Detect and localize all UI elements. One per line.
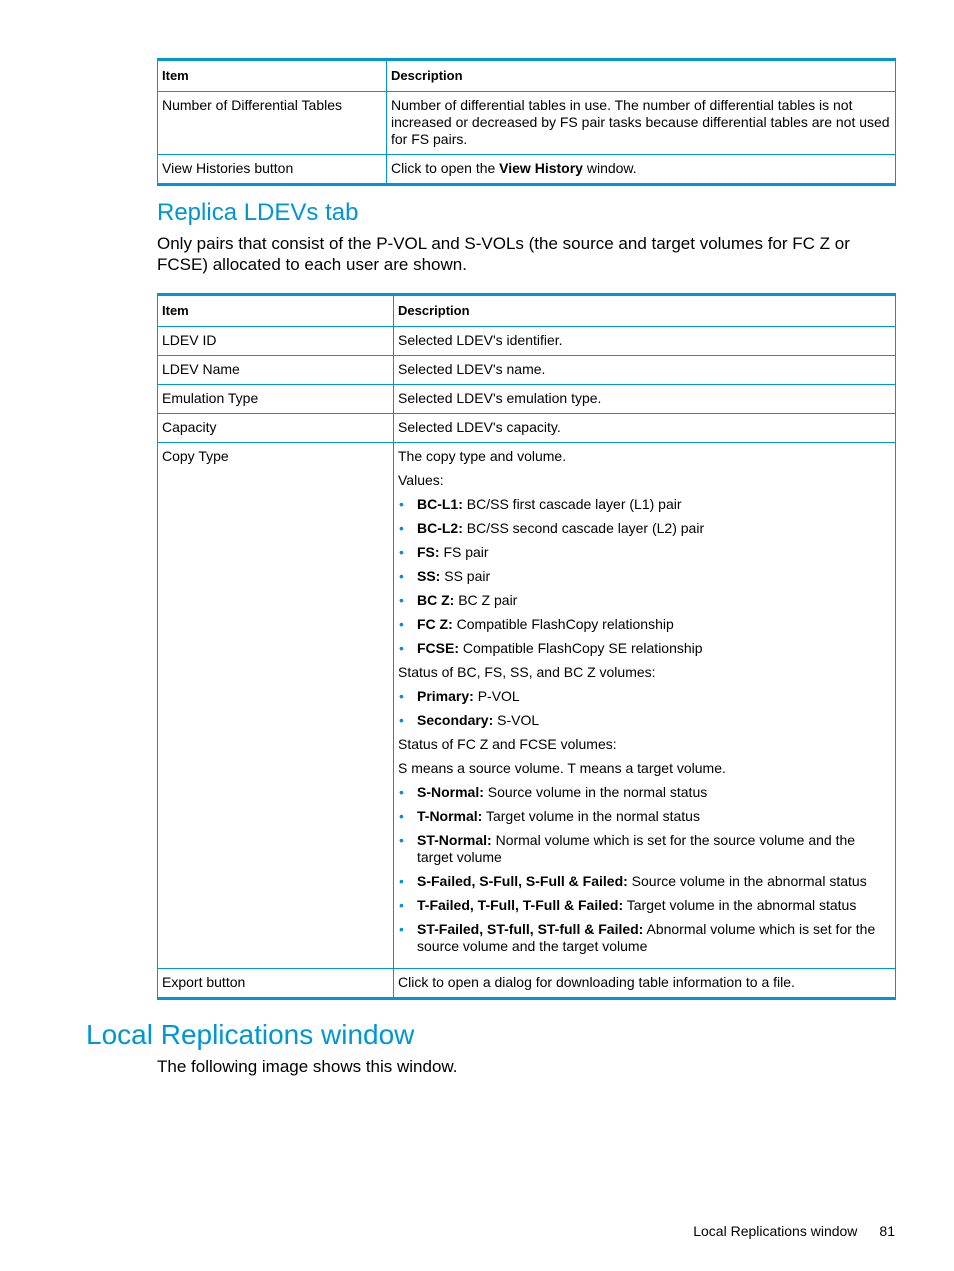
values-list: [398, 496, 891, 657]
list-item: [398, 873, 891, 890]
page-footer: [693, 1222, 895, 1240]
section-heading-replica-ldevs: Replica LDEVs tab: [157, 199, 359, 226]
description-cell: [387, 155, 896, 185]
table-row: [158, 356, 896, 385]
term-text: Compatible FlashCopy relationship: [452, 616, 674, 632]
term-text: Abnormal volume which is set for the source volume and the target volume: [417, 921, 876, 954]
copy-type-intro: The copy type and volume.: [398, 448, 567, 464]
term: ST-Failed, ST-full, ST-full & Failed:: [417, 921, 644, 937]
term: BC-L2:: [417, 520, 463, 536]
section-heading-local-replications: Local Replications window: [86, 1019, 415, 1050]
term-text: BC/SS first cascade layer (L1) pair: [462, 496, 682, 512]
item-cell: View Histories button: [158, 155, 387, 185]
status-fc-list: [398, 784, 891, 955]
table-row: [158, 969, 896, 999]
term-text: Compatible FlashCopy SE relationship: [459, 640, 703, 656]
table-row: [158, 385, 896, 414]
status-fc-label: Status of FC Z and FCSE volumes:: [398, 736, 617, 752]
column-header-description: Description: [387, 60, 896, 92]
term: BC Z:: [417, 592, 455, 608]
term-text: Source volume in the normal status: [483, 784, 708, 800]
status-bc-label: Status of BC, FS, SS, and BC Z volumes:: [398, 664, 656, 680]
window-name: View History: [499, 160, 583, 176]
status-bc-list: [398, 688, 891, 729]
list-item: [398, 640, 891, 657]
description-cell: Selected LDEV's identifier.: [394, 327, 896, 356]
description-text: window.: [582, 160, 637, 176]
term-text: P-VOL: [473, 688, 520, 704]
term: FC Z:: [417, 616, 453, 632]
term: BC-L1:: [417, 496, 463, 512]
table-row: [158, 92, 896, 155]
item-cell: Number of Differential Tables: [158, 92, 387, 155]
term-text: FS pair: [439, 544, 489, 560]
term-text: S-VOL: [493, 712, 540, 728]
list-item: [398, 808, 891, 825]
replica-ldevs-table: [157, 293, 896, 1000]
footer-label: Local Replications window: [693, 1223, 858, 1239]
item-cell: Capacity: [158, 414, 394, 443]
item-cell: Export button: [158, 969, 394, 999]
item-cell: Emulation Type: [158, 385, 394, 414]
column-header-description: Description: [394, 295, 896, 327]
item-cell: LDEV Name: [158, 356, 394, 385]
list-item: [398, 784, 891, 801]
term-text: BC/SS second cascade layer (L2) pair: [462, 520, 705, 536]
list-item: [398, 544, 891, 561]
term-text: Source volume in the abnormal status: [627, 873, 867, 889]
description-cell: Click to open a dialog for downloading table information to a file.: [394, 969, 896, 999]
list-item: [398, 897, 891, 914]
list-item: [398, 921, 891, 955]
term-text: BC Z pair: [454, 592, 518, 608]
list-item: [398, 616, 891, 633]
section-intro: Only pairs that consist of the P-VOL and S-VOLs (the source and target volumes for FC Z or FCSE) allocated to each user are shown.: [157, 234, 850, 274]
list-item: [398, 832, 891, 866]
term-text: Normal volume which is set for the source volume and the target volume: [417, 832, 856, 865]
table-header-row: [158, 295, 896, 327]
term: Primary:: [417, 688, 474, 704]
values-label: Values:: [398, 472, 444, 488]
term: S-Normal:: [417, 784, 484, 800]
table-row: [158, 414, 896, 443]
description-text: Click to open the: [391, 160, 500, 176]
list-item: [398, 520, 891, 537]
term: Secondary:: [417, 712, 494, 728]
histories-table: [157, 58, 896, 186]
list-item: [398, 712, 891, 729]
description-cell: Number of differential tables in use. The number of differential tables is not increased or decreased by FS pair tasks because differential tables are not used for FS pairs.: [387, 92, 896, 155]
list-item: [398, 688, 891, 705]
description-cell: Selected LDEV's emulation type.: [394, 385, 896, 414]
term: FS:: [417, 544, 440, 560]
section-body: The following image shows this window.: [157, 1057, 458, 1076]
page-number: 81: [879, 1223, 895, 1239]
term-text: SS pair: [440, 568, 491, 584]
item-cell: Copy Type: [158, 443, 394, 969]
list-item: [398, 496, 891, 513]
description-cell: Selected LDEV's capacity.: [394, 414, 896, 443]
item-cell: LDEV ID: [158, 327, 394, 356]
description-cell: Selected LDEV's name.: [394, 356, 896, 385]
table-row: [158, 443, 896, 969]
table-row: [158, 327, 896, 356]
table-row: [158, 155, 896, 185]
status-fc-note: S means a source volume. T means a target volume.: [398, 760, 726, 776]
table-header-row: [158, 60, 896, 92]
column-header-item: Item: [158, 295, 394, 327]
term: T-Failed, T-Full, T-Full & Failed:: [417, 897, 624, 913]
term-text: Target volume in the normal status: [482, 808, 700, 824]
term: S-Failed, S-Full, S-Full & Failed:: [417, 873, 628, 889]
term-text: Target volume in the abnormal status: [623, 897, 857, 913]
term: T-Normal:: [417, 808, 483, 824]
list-item: [398, 568, 891, 585]
term: SS:: [417, 568, 441, 584]
column-header-item: Item: [158, 60, 387, 92]
term: ST-Normal:: [417, 832, 492, 848]
list-item: [398, 592, 891, 609]
term: FCSE:: [417, 640, 459, 656]
description-cell: [394, 443, 896, 969]
